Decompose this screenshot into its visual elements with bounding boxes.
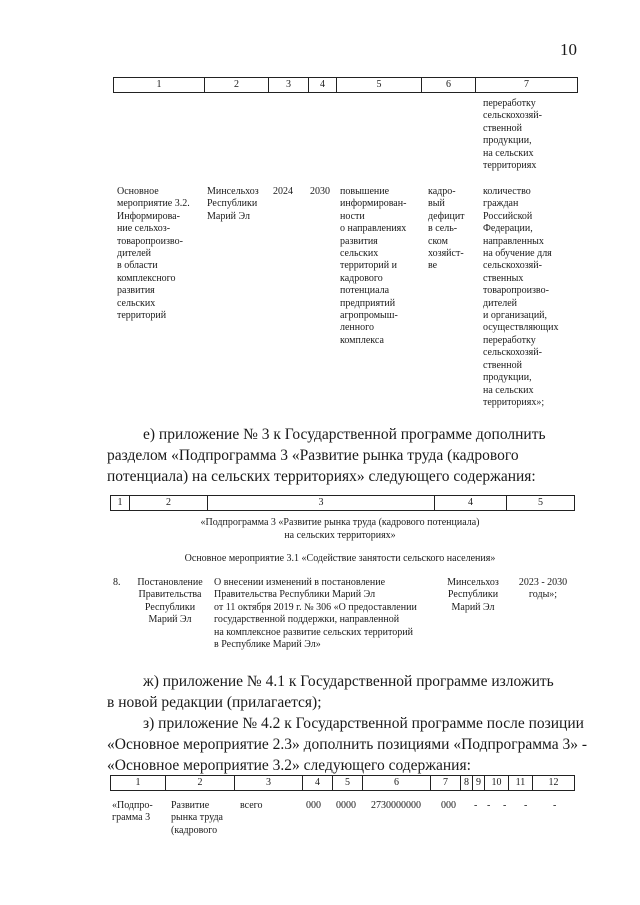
- table3-cell-subprogram: «Подпро- грамма 3: [112, 800, 153, 824]
- para-zh-line: в новой редакции (прилагается);: [107, 694, 322, 711]
- table3-header: [110, 775, 575, 791]
- table3-cell-c5: 0000: [336, 800, 356, 811]
- para-e-line: разделом «Подпрограмма 3 «Развитие рынка труда (кадрового: [107, 447, 519, 464]
- table1-cell-measure: Основное мероприятие 3.2. Информирова- ние сельхоз- товаропроизво- дителей в области комплексного развития сельских территорий: [117, 186, 190, 322]
- table2-header-cell: 2: [130, 496, 208, 510]
- table2-header-cell: 3: [208, 496, 435, 510]
- table2-cell-text: О внесении изменений в постановление Правительства Республики Марий Эл от 11 октября 2019 г. № 306 «О предоставлении государственной поддержки, направленной на комплексное развитие сельских территорий в Республике Марий Эл»: [214, 577, 417, 651]
- table3-header-cell: 3: [235, 776, 303, 790]
- table2-cell-doc: Постановление Правительства Республики Марий Эл: [137, 577, 203, 626]
- table3-header-cell: 12: [533, 776, 575, 790]
- table1-cell-end-year: 2030: [310, 186, 330, 197]
- table2-header-cell: 4: [435, 496, 507, 510]
- table2-subprogram-title: «Подпрограмма 3 «Развитие рынка труда (кадрового потенциала) на сельских территориях»: [200, 517, 480, 541]
- para-z-line: «Основное мероприятие 2.3» дополнить позициями «Подпрограмма 3» -: [107, 736, 588, 753]
- para-z-line: з) приложение № 4.2 к Государственной программе после позиции: [143, 715, 584, 732]
- para-e-line: потенциала) на сельских территориях» следующего содержания:: [107, 468, 536, 485]
- table2-measure-title: Основное мероприятие 3.1 «Содействие занятости сельского населения»: [184, 553, 496, 564]
- table3-cell-c8: -: [474, 800, 478, 811]
- table2-header: [110, 495, 575, 511]
- table3-cell-c4: 000: [306, 800, 321, 811]
- table3-header-cell: 11: [509, 776, 533, 790]
- para-z-line: «Основное мероприятие 3.2» следующего содержания:: [107, 757, 471, 774]
- table3-cell-c10: -: [503, 800, 507, 811]
- page-number: 10: [560, 40, 577, 59]
- table3-header-cell: 4: [303, 776, 333, 790]
- table1-cell-risk: кадро- вый дефицит в сель- ском хозяйст- ве: [428, 186, 465, 272]
- table3-header-cell: 9: [473, 776, 485, 790]
- table3-header-cell: 5: [333, 776, 363, 790]
- table2-cell-executor: Минсельхоз Республики Марий Эл: [447, 577, 499, 613]
- para-e-line: е) приложение № 3 к Государственной программе дополнить: [143, 426, 546, 443]
- table3-cell-total: всего: [240, 800, 263, 811]
- table3-header-cell: 6: [363, 776, 431, 790]
- table1-cell-start-year: 2024: [273, 186, 293, 197]
- table3-cell-c6: 2730000000: [371, 800, 421, 811]
- table3-header-cell: 7: [431, 776, 461, 790]
- table1-header-cell: 1: [113, 78, 205, 92]
- table3-header-cell: 10: [485, 776, 509, 790]
- table3-header-cell: 2: [166, 776, 235, 790]
- para-zh-line: ж) приложение № 4.1 к Государственной программе изложить: [143, 673, 554, 690]
- table1-header-cell: 2: [205, 78, 269, 92]
- table2-cell-years: 2023 - 2030 годы»;: [518, 577, 568, 601]
- table1-header-cell: 7: [476, 78, 578, 92]
- table1-header-cell: 3: [269, 78, 309, 92]
- table3-cell-c9: -: [487, 800, 491, 811]
- table1-header: [113, 77, 578, 93]
- table2-header-cell: 5: [507, 496, 575, 510]
- table2-cell-num: 8.: [113, 577, 121, 588]
- table2-header-cell: 1: [110, 496, 130, 510]
- table3-cell-c11: -: [524, 800, 528, 811]
- table1-carry-text: переработку сельскохозяй- ственной продукции, на сельских территориях: [483, 98, 542, 172]
- table3-header-cell: 1: [110, 776, 166, 790]
- table3-cell-c12: -: [553, 800, 557, 811]
- table3-header-cell: 8: [461, 776, 473, 790]
- table1-cell-indicator: количество граждан Российской Федерации, направленных на обучение для сельскохозяй- ственных товаропроизво- дителей и организаций, осуществляющих переработку сельскохозяй- ственной продукции, на сельских территориях»;: [483, 186, 559, 408]
- table1-header-cell: 4: [309, 78, 337, 92]
- table1-cell-executor: Минсельхоз Республики Марий Эл: [207, 186, 259, 222]
- table1-header-cell: 5: [337, 78, 422, 92]
- table3-cell-name: Развитие рынка труда (кадрового: [171, 800, 223, 836]
- table3-cell-c7: 000: [441, 800, 456, 811]
- table1-header-cell: 6: [422, 78, 476, 92]
- table1-cell-result: повышение информирован- ности о направлениях развития сельских территорий и кадрового потенциала предприятий агропромыш- ленного комплекса: [340, 186, 407, 346]
